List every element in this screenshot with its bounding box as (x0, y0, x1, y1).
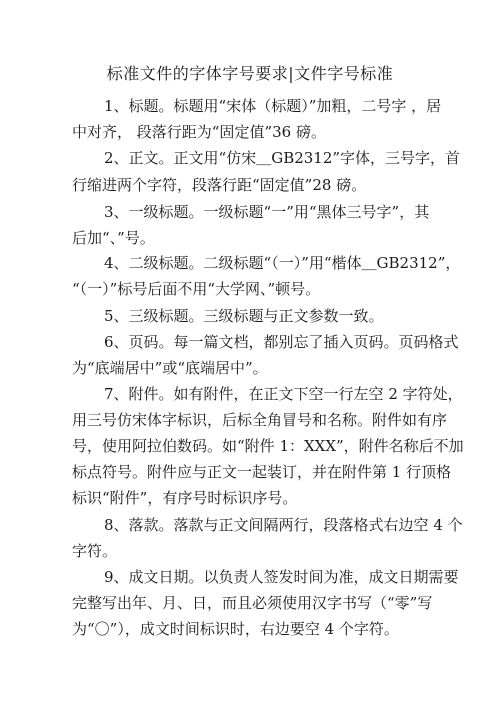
paragraph-1-line-2: 中对齐， 段落行距为“固定值”36 磅。 (72, 123, 326, 141)
paragraph-7-line-1: 7、附件。如有附件，在正文下空一行左空 2 字符处， (104, 385, 463, 403)
paragraph-8-line-1: 8、落款。落款与正文间隔两行，段落格式右边空 4 个 (104, 516, 463, 534)
paragraph-9-line-1: 9、成文日期。以负责人签发时间为准，成文日期需要 (104, 568, 459, 586)
paragraph-7-line-3: 号，使用阿拉伯数码。如“附件 1：XXX”，附件名称后不加 (72, 437, 464, 455)
document-title: 标准文件的字体字号要求|文件字号标准 (106, 64, 394, 83)
paragraph-5-line-1: 5、三级标题。三级标题与正文参数一致。 (104, 307, 384, 325)
paragraph-6-line-2: 为“底端居中”或“底端居中”。 (72, 359, 268, 377)
paragraph-8-line-2: 字符。 (72, 542, 118, 560)
paragraph-4-line-1: 4、二级标题。二级标题“（一）”用“楷体＿GB2312”， (104, 254, 461, 272)
paragraph-3-line-2: 后加“、”号。 (72, 229, 155, 247)
paragraph-3-line-1: 3、一级标题。一级标题“一”用“黑体三号字”，其 (104, 203, 430, 221)
paragraph-4-line-2: “（一）”标号后面不用“大学网、”顿号。 (72, 280, 321, 298)
paragraph-9-line-3: 为“〇”），成文时间标识时，右边要空 4 个字符。 (72, 620, 399, 638)
paragraph-2-line-1: 2、正文。正文用“仿宋＿GB2312”字体，三号字，首 (104, 149, 461, 167)
paragraph-7-line-4: 标点符号。附件应与正文一起装订，并在附件第 1 行顶格 (72, 463, 452, 481)
paragraph-7-line-5: 标识“附件”，有序号时标识序号。 (72, 489, 298, 507)
paragraph-6-line-1: 6、页码。每一篇文档，都别忘了插入页码。页码格式 (104, 333, 459, 351)
paragraph-2-line-2: 行缩进两个字符，段落行距“固定值”28 磅。 (72, 176, 367, 194)
paragraph-1-line-1: 1、标题。标题用“宋体（标题）”加粗，二号字 ，居 (104, 97, 442, 115)
paragraph-9-line-2: 完整写出年、月、日，而且必须使用汉字书写（“零”写 (72, 594, 433, 612)
paragraph-7-line-2: 用三号仿宋体字标识，后标全角冒号和名称。附件如有序 (72, 411, 448, 429)
